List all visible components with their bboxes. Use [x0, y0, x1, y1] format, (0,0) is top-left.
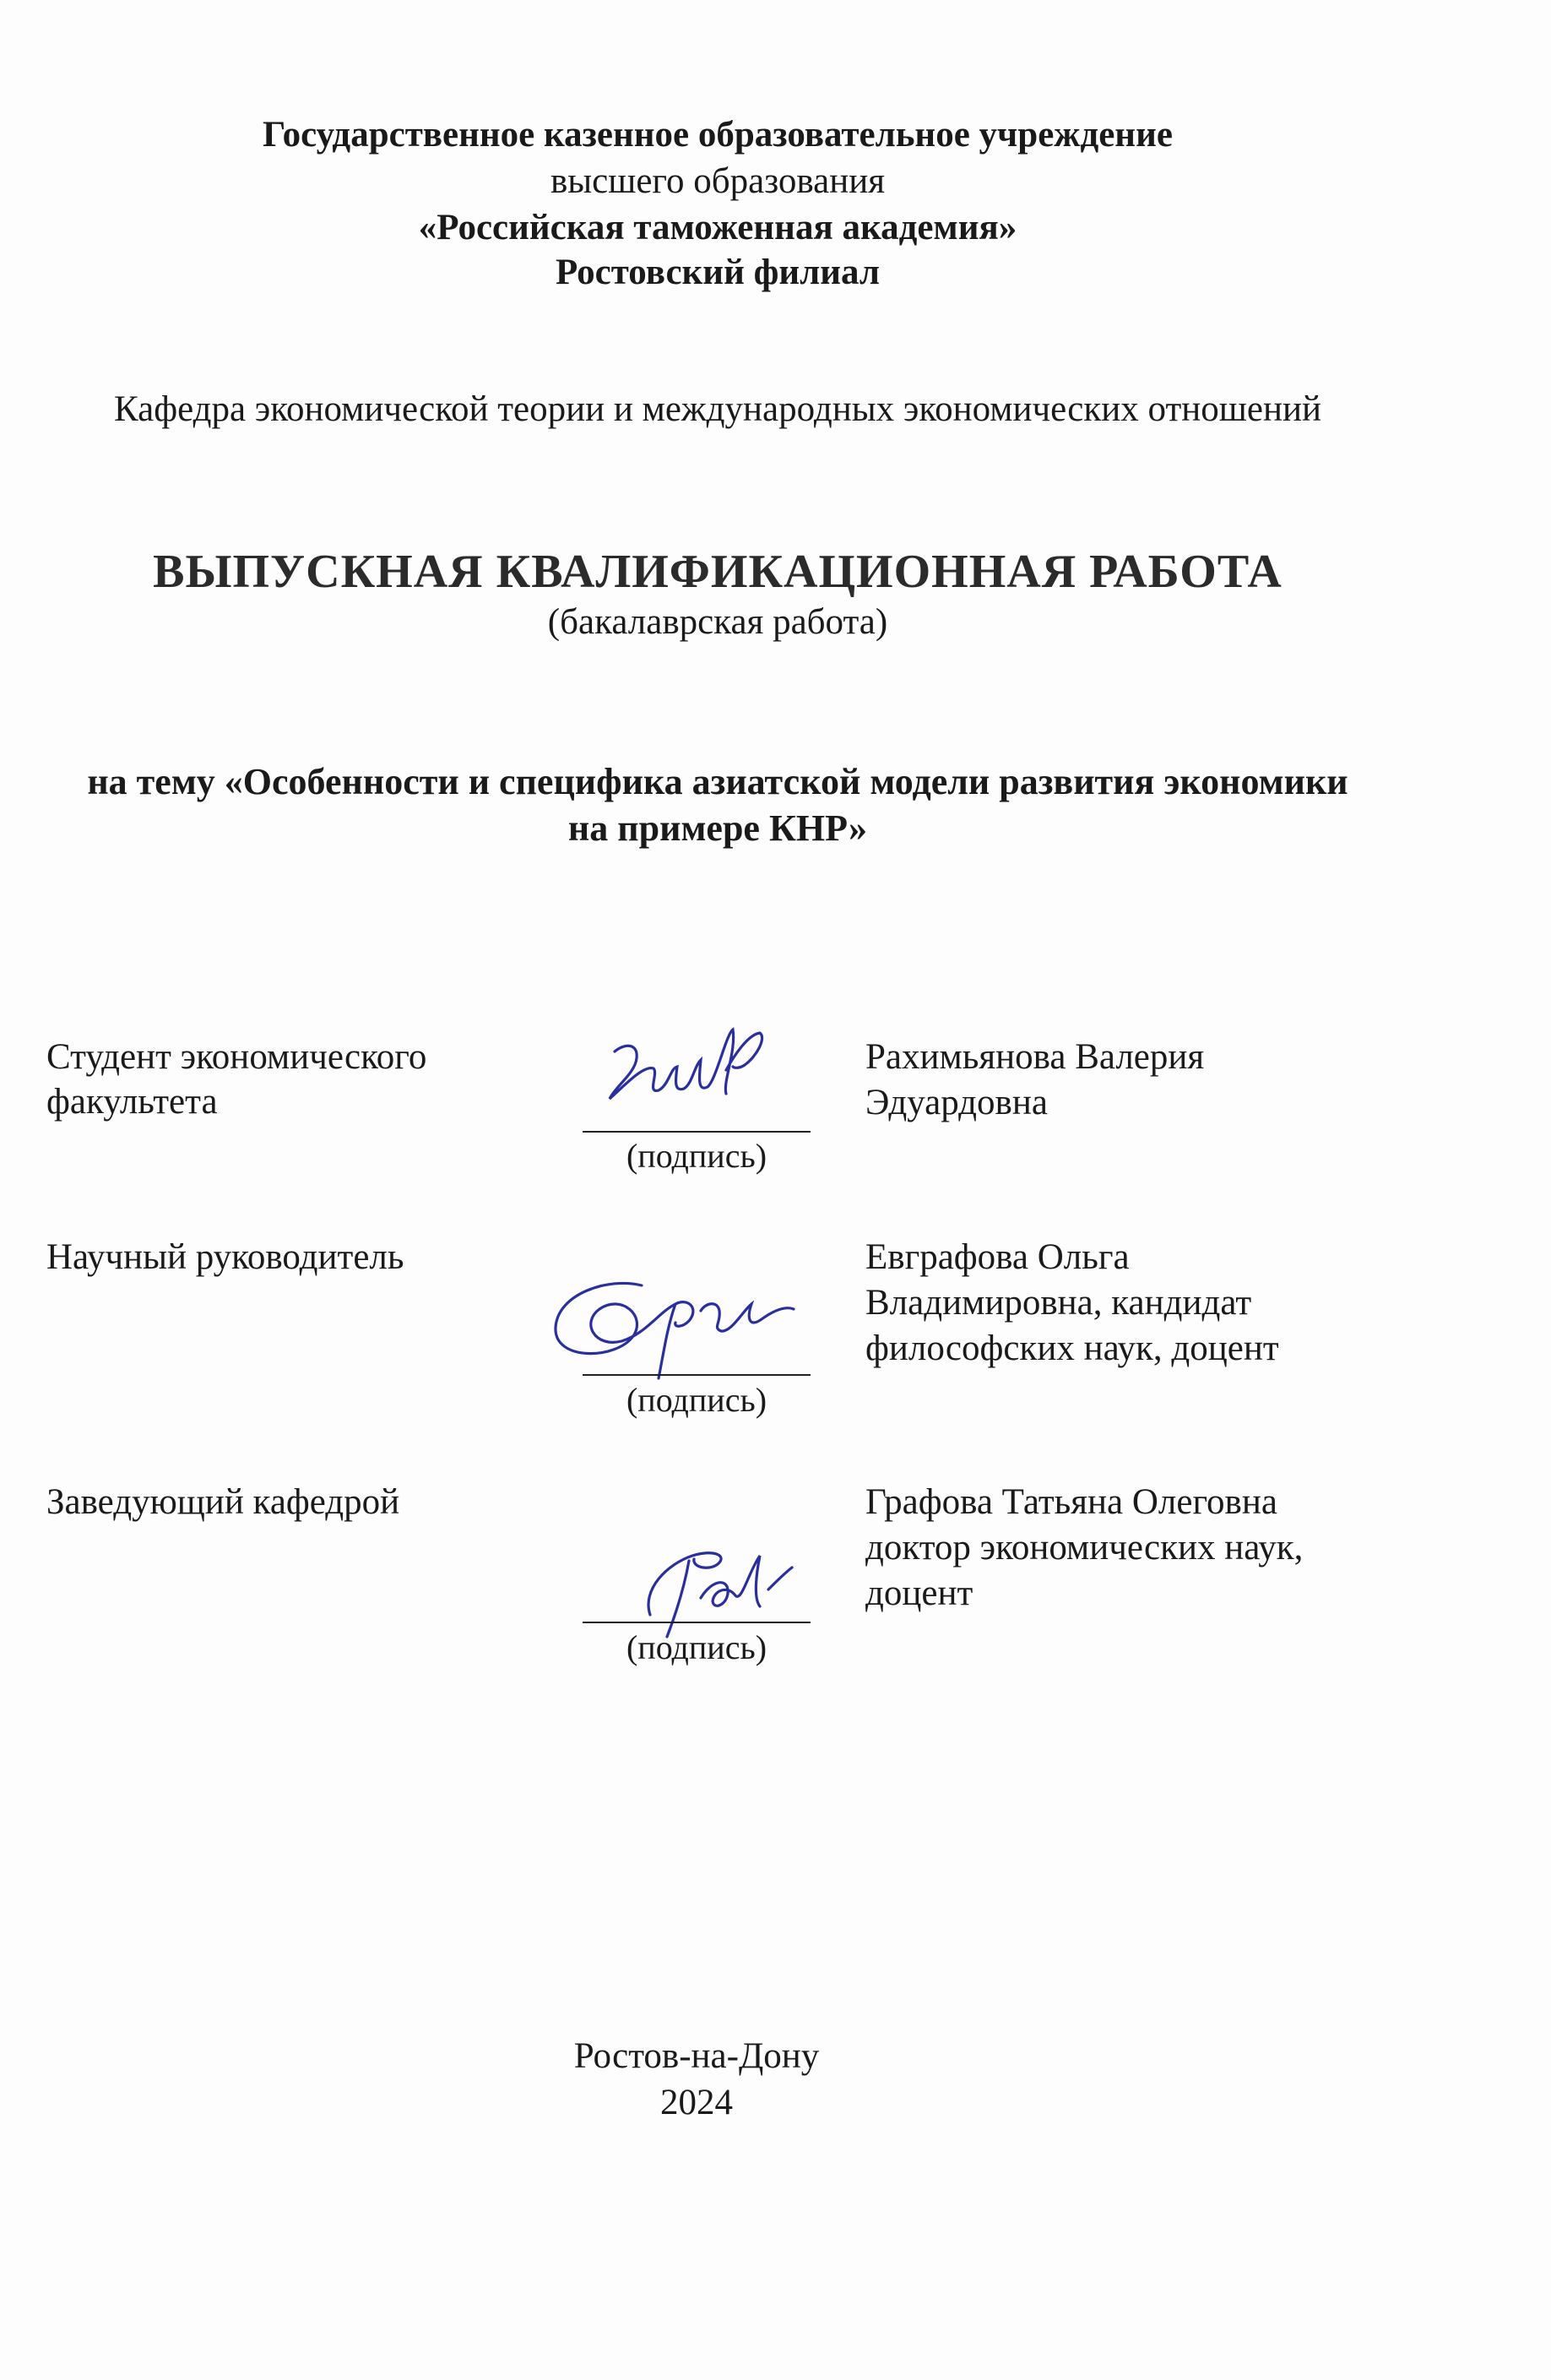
signature-line [583, 1131, 811, 1133]
department: Кафедра экономической теории и международных экономических отношений [114, 389, 1321, 429]
signature-caption: (подпись) [626, 1137, 767, 1175]
document-subtitle: (бакалаврская работа) [547, 602, 888, 642]
year: 2024 [660, 2083, 733, 2122]
handwritten-signature [540, 1260, 811, 1387]
topic-line-1: на тему «Особенности и специфика азиатской модели развития экономики [87, 761, 1348, 802]
role-label [46, 1480, 519, 1524]
role-line: факультета [46, 1082, 218, 1122]
person-name [865, 1235, 1389, 1372]
name-line: Эдуардовна [865, 1083, 1048, 1122]
person-name [865, 1480, 1389, 1617]
institution-line-2: высшего образования [550, 161, 886, 201]
name-line: Рахимьянова Валерия [865, 1037, 1205, 1077]
role-line: Научный руководитель [46, 1237, 404, 1277]
institution-line-1: Государственное казенное образовательное учреждение [263, 115, 1173, 155]
role-line: Студент экономического [46, 1037, 427, 1077]
institution-line-4: Ростовский филиал [555, 253, 881, 292]
person-name [865, 1035, 1389, 1126]
signature-caption: (подпись) [626, 1381, 767, 1419]
name-line: доцент [865, 1573, 973, 1613]
signature-line [583, 1622, 811, 1623]
signature-line [583, 1374, 811, 1376]
topic-line-2: на примере КНР» [567, 807, 868, 849]
name-line: Евграфова Ольга [865, 1237, 1130, 1277]
role-line: Заведующий кафедрой [46, 1482, 400, 1522]
handwritten-signature [599, 1018, 794, 1128]
institution-line-3: «Российская таможенная академия» [418, 208, 1017, 247]
role-label [46, 1235, 519, 1280]
name-line: Владимировна, кандидат [865, 1283, 1252, 1323]
signature-caption: (подпись) [626, 1628, 767, 1666]
name-line: Графова Татьяна Олеговна [865, 1482, 1277, 1522]
handwritten-signature [633, 1530, 802, 1640]
name-line: доктор экономических наук, [865, 1528, 1304, 1568]
document-title: ВЫПУСКНАЯ КВАЛИФИКАЦИОННАЯ РАБОТА [153, 546, 1283, 598]
city: Ростов-на-Дону [573, 2036, 820, 2076]
role-label [46, 1035, 519, 1124]
name-line: философских наук, доцент [865, 1329, 1279, 1368]
